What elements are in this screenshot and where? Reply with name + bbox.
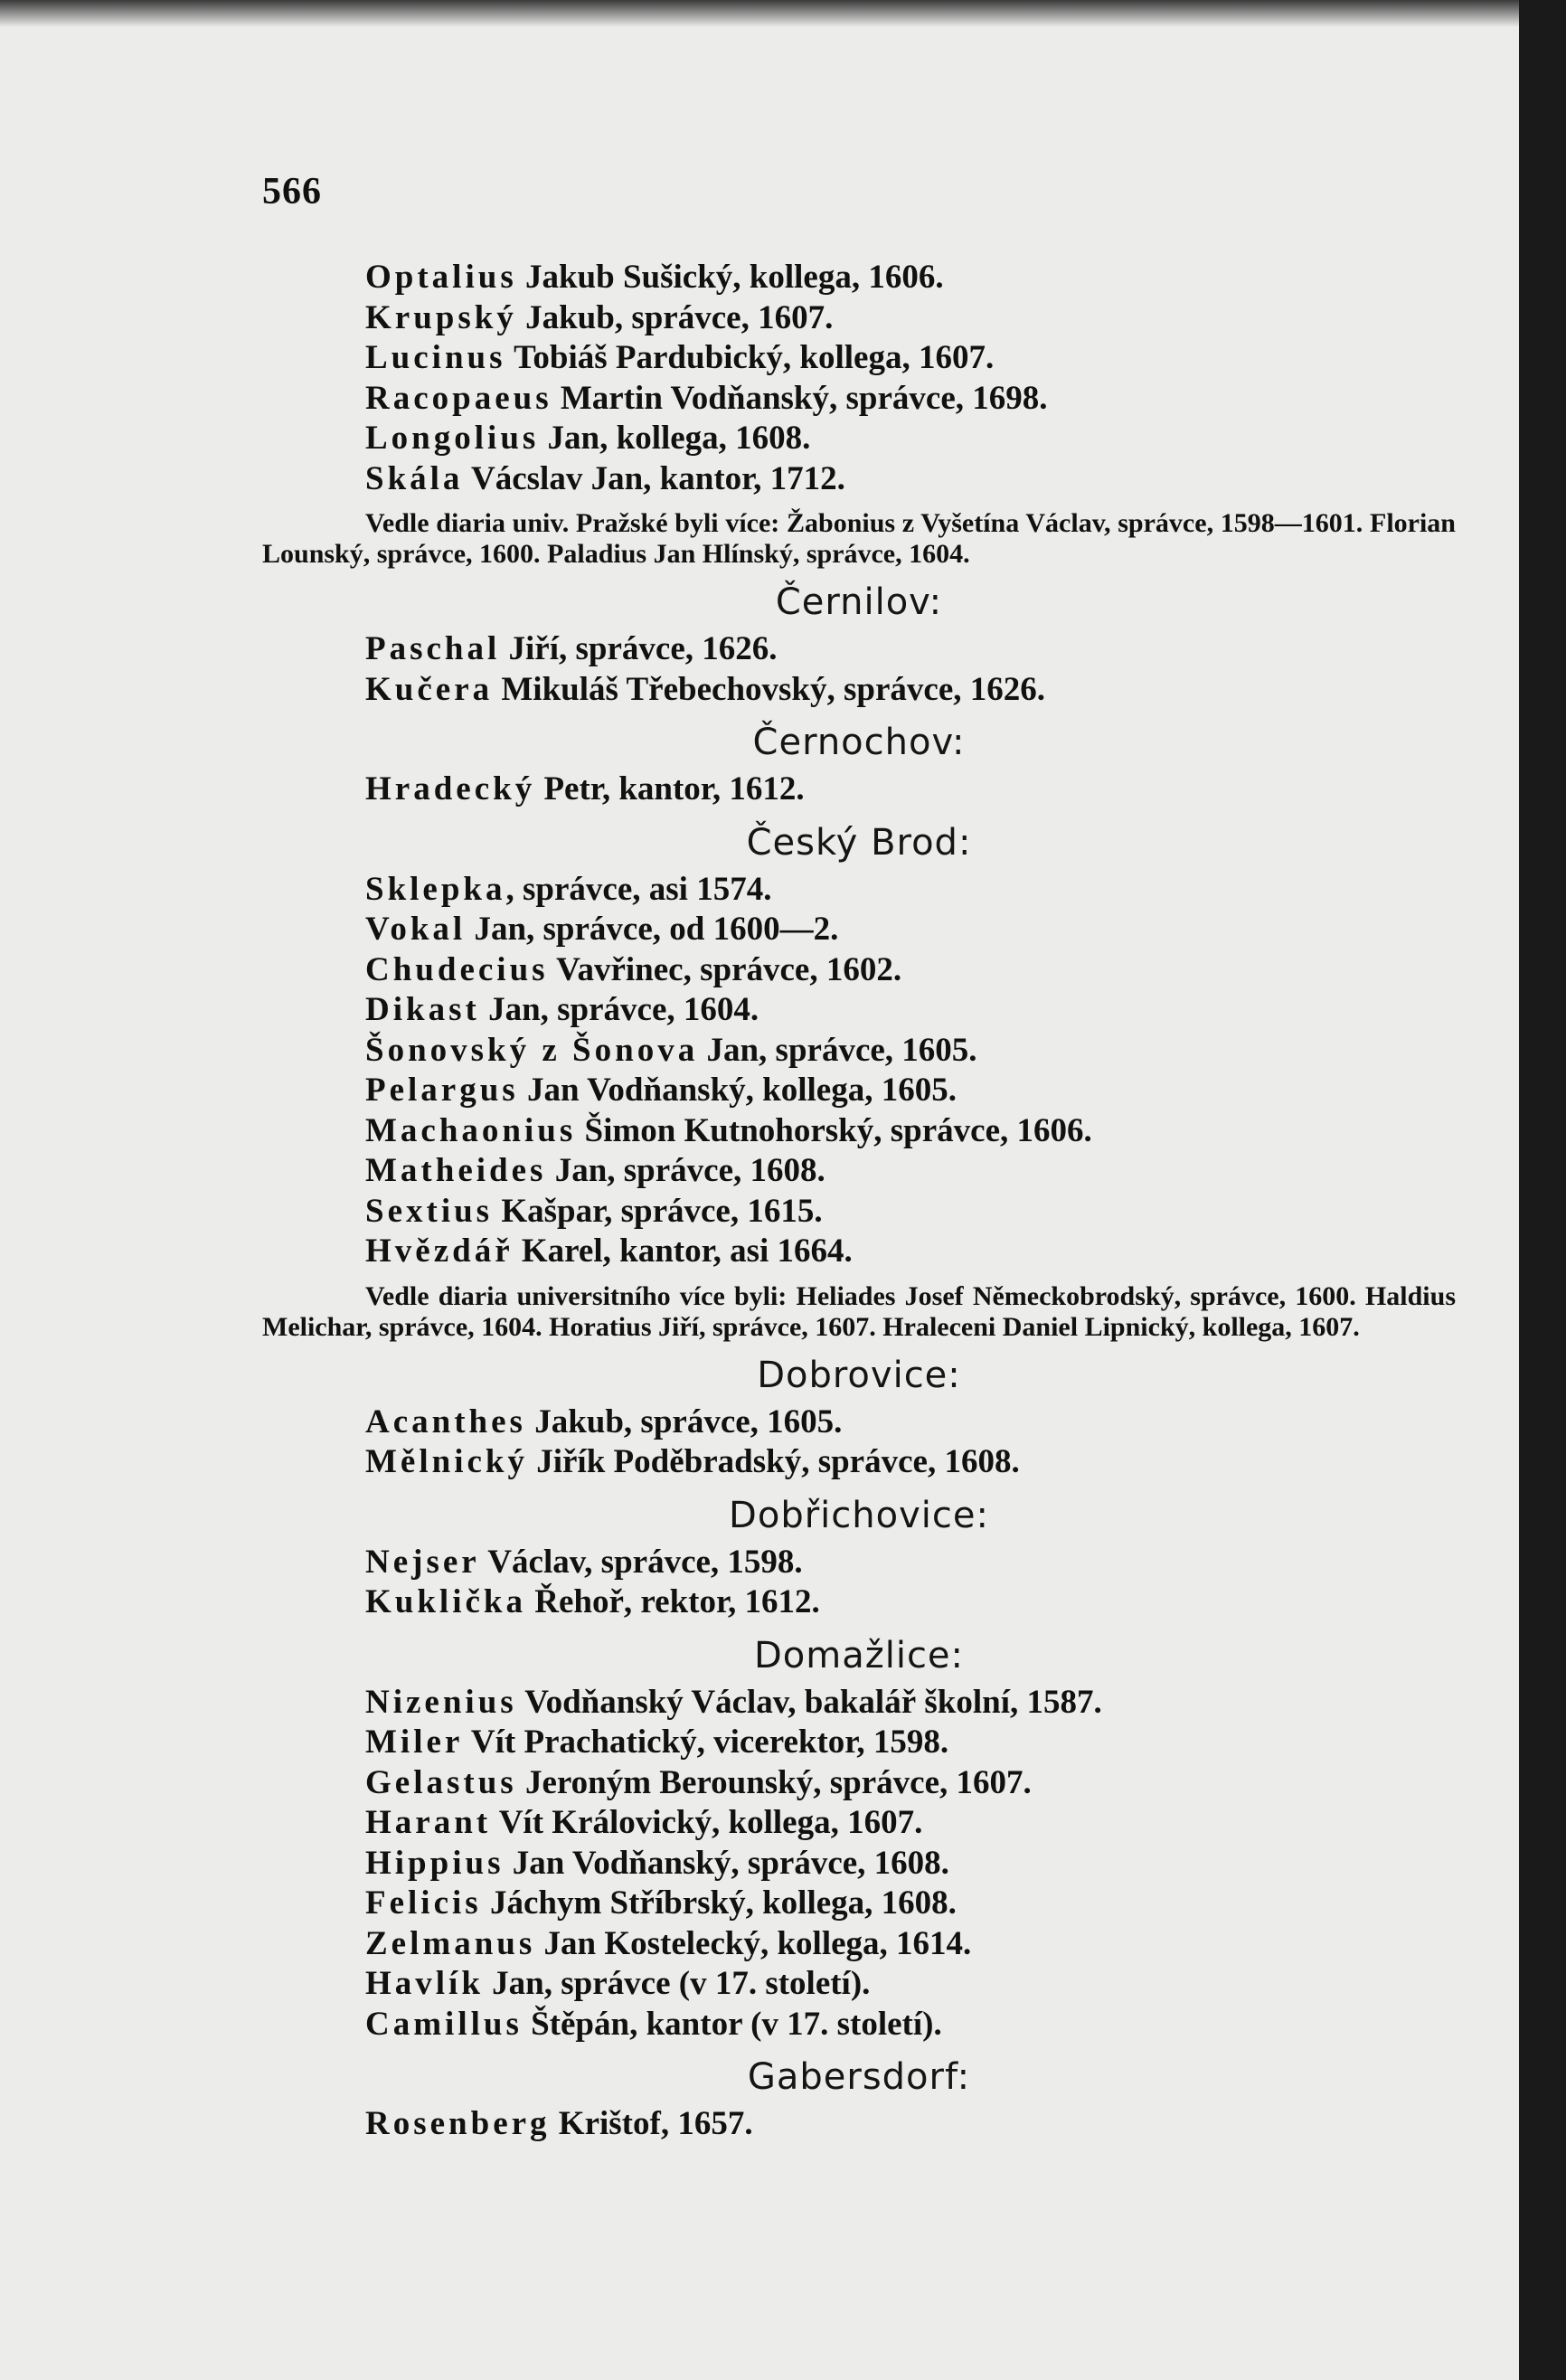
entry-line bbox=[365, 2005, 1456, 2045]
entry-details: Petr, kantor, 1612. bbox=[535, 770, 805, 808]
entry-surname: Dikast bbox=[365, 991, 480, 1028]
entry-details: Jeroným Berounský, správce, 1607. bbox=[516, 1763, 1032, 1801]
entry-line bbox=[365, 670, 1456, 711]
page-content bbox=[262, 258, 1456, 2145]
entry-surname: Harant bbox=[365, 1804, 492, 1841]
entry-line bbox=[365, 1884, 1456, 1924]
section-heading: Domažlice: bbox=[753, 1634, 965, 1676]
entry-line bbox=[365, 990, 1456, 1031]
entry-line bbox=[365, 1543, 1456, 1583]
entry-details: Jan Vodňanský, kollega, 1605. bbox=[518, 1072, 957, 1109]
entry-details: Vodňanský Václav, bakalář školní, 1587. bbox=[516, 1683, 1102, 1721]
entry-surname: Camillus bbox=[365, 2005, 523, 2043]
entry-line bbox=[365, 910, 1456, 950]
entry-line bbox=[365, 1111, 1456, 1152]
section-heading: Český Brod: bbox=[746, 821, 972, 864]
entry-details: Jan, správce, 1605. bbox=[698, 1031, 977, 1069]
entry-details: , správce, asi 1574. bbox=[505, 870, 772, 908]
entry-surname: Skála bbox=[365, 459, 464, 497]
entry-surname: Hvězdář bbox=[365, 1232, 514, 1270]
entry-details: Vavřinec, správce, 1602. bbox=[548, 950, 902, 988]
entry-line bbox=[365, 870, 1456, 911]
entry-line bbox=[365, 459, 1456, 500]
entry-details: Jakub, správce, 1607. bbox=[516, 298, 834, 336]
entry-details: Jan, správce (v 17. století). bbox=[483, 1965, 871, 2002]
entry-details: Karel, kantor, asi 1664. bbox=[513, 1232, 853, 1270]
entry-line bbox=[365, 338, 1456, 379]
entry-line bbox=[365, 1031, 1456, 1072]
entry-details: Řehoř, rektor, 1612. bbox=[526, 1583, 820, 1620]
entry-details: Václav, správce, 1598. bbox=[479, 1543, 803, 1581]
entry-line bbox=[365, 770, 1456, 810]
section-heading: Dobrovice: bbox=[757, 1354, 961, 1396]
section-heading: Černochov: bbox=[752, 722, 966, 763]
entry-surname: Krupský bbox=[365, 298, 517, 336]
entry-line bbox=[365, 629, 1456, 670]
entry-surname: Miler bbox=[365, 1724, 464, 1761]
entry-line bbox=[365, 298, 1456, 339]
section-note: Vedle diaria universitního více byli: Heliades Josef Německobrodský, správce, 1600. Haldius Melichar, správce, 1604. Horatius Jiří, správce, 1607. Hraleceni Daniel Lipnický, kollega, 1607. bbox=[262, 1280, 1456, 1342]
entry-line bbox=[365, 1582, 1456, 1623]
section-note: Vedle diaria univ. Pražské byli více: Žabonius z Vyšetína Václav, správce, 1598—1601. Florian Lounský, správce, 1600. Paladius Jan Hlínský, správce, 1604. bbox=[262, 508, 1456, 569]
section bbox=[262, 719, 1456, 810]
entry-surname: Vokal bbox=[365, 911, 467, 948]
entry-details: Vít Královický, kollega, 1607. bbox=[491, 1804, 923, 1841]
entry-details: Šimon Kutnohorský, správce, 1606. bbox=[576, 1111, 1092, 1149]
entry-surname: Kuklička bbox=[365, 1583, 526, 1620]
entry-surname: Machaonius bbox=[365, 1111, 577, 1149]
entry-details: Jakub, správce, 1605. bbox=[525, 1402, 843, 1440]
entry-details: Jakub Sušický, kollega, 1606. bbox=[516, 259, 944, 296]
entry-line bbox=[365, 1723, 1456, 1763]
section-heading: Gabersdorf: bbox=[747, 2056, 971, 2098]
entry-surname: Havlík bbox=[365, 1965, 484, 2002]
entry-details: Jan, kollega, 1608. bbox=[539, 420, 811, 457]
entry-surname: Sklepka bbox=[365, 870, 506, 908]
entry-details: Martin Vodňanský, správce, 1698. bbox=[552, 379, 1048, 417]
entry-surname: Kučera bbox=[365, 670, 494, 708]
entry-line bbox=[365, 1151, 1456, 1192]
entry-surname: Acanthes bbox=[365, 1402, 526, 1440]
entry-details: Jan Kostelecký, kollega, 1614. bbox=[535, 1924, 972, 1962]
entry-details: Jan, správce, 1604. bbox=[479, 991, 759, 1028]
entry-line bbox=[365, 1071, 1456, 1111]
entry-line bbox=[365, 1192, 1456, 1232]
section bbox=[262, 2054, 1456, 2145]
section bbox=[262, 1632, 1456, 2045]
entry-surname: Hradecký bbox=[365, 770, 536, 808]
entry-line bbox=[365, 419, 1456, 459]
entry-details: Jáchym Stříbrský, kollega, 1608. bbox=[481, 1884, 957, 1922]
entry-details: Tobiáš Pardubický, kollega, 1607. bbox=[505, 339, 995, 376]
entry-line bbox=[365, 950, 1456, 991]
entry-surname: Paschal bbox=[365, 630, 501, 667]
entry-details: Mikuláš Třebechovský, správce, 1626. bbox=[493, 670, 1045, 708]
entry-line bbox=[365, 1803, 1456, 1844]
entry-line bbox=[365, 2104, 1456, 2145]
section bbox=[262, 1352, 1456, 1483]
entry-surname: Hippius bbox=[365, 1844, 505, 1882]
entry-surname: Gelastus bbox=[365, 1763, 517, 1801]
entry-details: Kašpar, správce, 1615. bbox=[493, 1192, 823, 1230]
entry-surname: Šonovský z Šonova bbox=[365, 1031, 699, 1069]
entry-surname: Pelargus bbox=[365, 1072, 519, 1109]
entry-surname: Mělnický bbox=[365, 1443, 528, 1480]
entry-details: Krištof, 1657. bbox=[550, 2105, 753, 2142]
entry-surname: Rosenberg bbox=[365, 2105, 551, 2142]
entry-details: Vácslav Jan, kantor, 1712. bbox=[463, 459, 845, 497]
entry-details: Vít Prachatický, vicerektor, 1598. bbox=[463, 1724, 949, 1761]
section bbox=[262, 579, 1456, 710]
entry-surname: Zelmanus bbox=[365, 1924, 536, 1962]
entry-line bbox=[365, 1232, 1456, 1272]
entry-line bbox=[365, 1924, 1456, 1965]
entry-details: Jiřík Poděbradský, správce, 1608. bbox=[527, 1443, 1020, 1480]
entry-line bbox=[365, 1442, 1456, 1483]
section bbox=[262, 1492, 1456, 1623]
entry-surname: Nejser bbox=[365, 1543, 480, 1581]
entry-surname: Optalius bbox=[365, 259, 517, 296]
entry-line bbox=[365, 379, 1456, 420]
entry-line bbox=[365, 1402, 1456, 1443]
section bbox=[262, 819, 1456, 1343]
section-heading: Dobřichovice: bbox=[729, 1494, 989, 1536]
entry-surname: Chudecius bbox=[365, 950, 549, 988]
entry-line bbox=[365, 1844, 1456, 1884]
entry-surname: Longolius bbox=[365, 420, 540, 457]
entry-line bbox=[365, 258, 1456, 298]
entry-details: Jan, správce, 1608. bbox=[546, 1152, 825, 1189]
entry-details: Jiří, správce, 1626. bbox=[500, 630, 778, 667]
entry-surname: Felicis bbox=[365, 1884, 482, 1922]
section bbox=[262, 258, 1456, 570]
entry-surname: Matheides bbox=[365, 1152, 547, 1189]
entry-surname: Sextius bbox=[365, 1192, 494, 1230]
entry-line bbox=[365, 1964, 1456, 2005]
entry-details: Jan, správce, od 1600—2. bbox=[466, 911, 839, 948]
entry-details: Štěpán, kantor (v 17. století). bbox=[522, 2005, 942, 2043]
entry-line bbox=[365, 1683, 1456, 1724]
section-heading: Černilov: bbox=[775, 581, 943, 623]
entry-details: Jan Vodňanský, správce, 1608. bbox=[504, 1844, 949, 1882]
entry-surname: Lucinus bbox=[365, 339, 506, 376]
entry-surname: Racopaeus bbox=[365, 379, 552, 417]
entry-surname: Nizenius bbox=[365, 1683, 517, 1721]
entry-line bbox=[365, 1763, 1456, 1804]
page-number: 566 bbox=[262, 171, 322, 212]
